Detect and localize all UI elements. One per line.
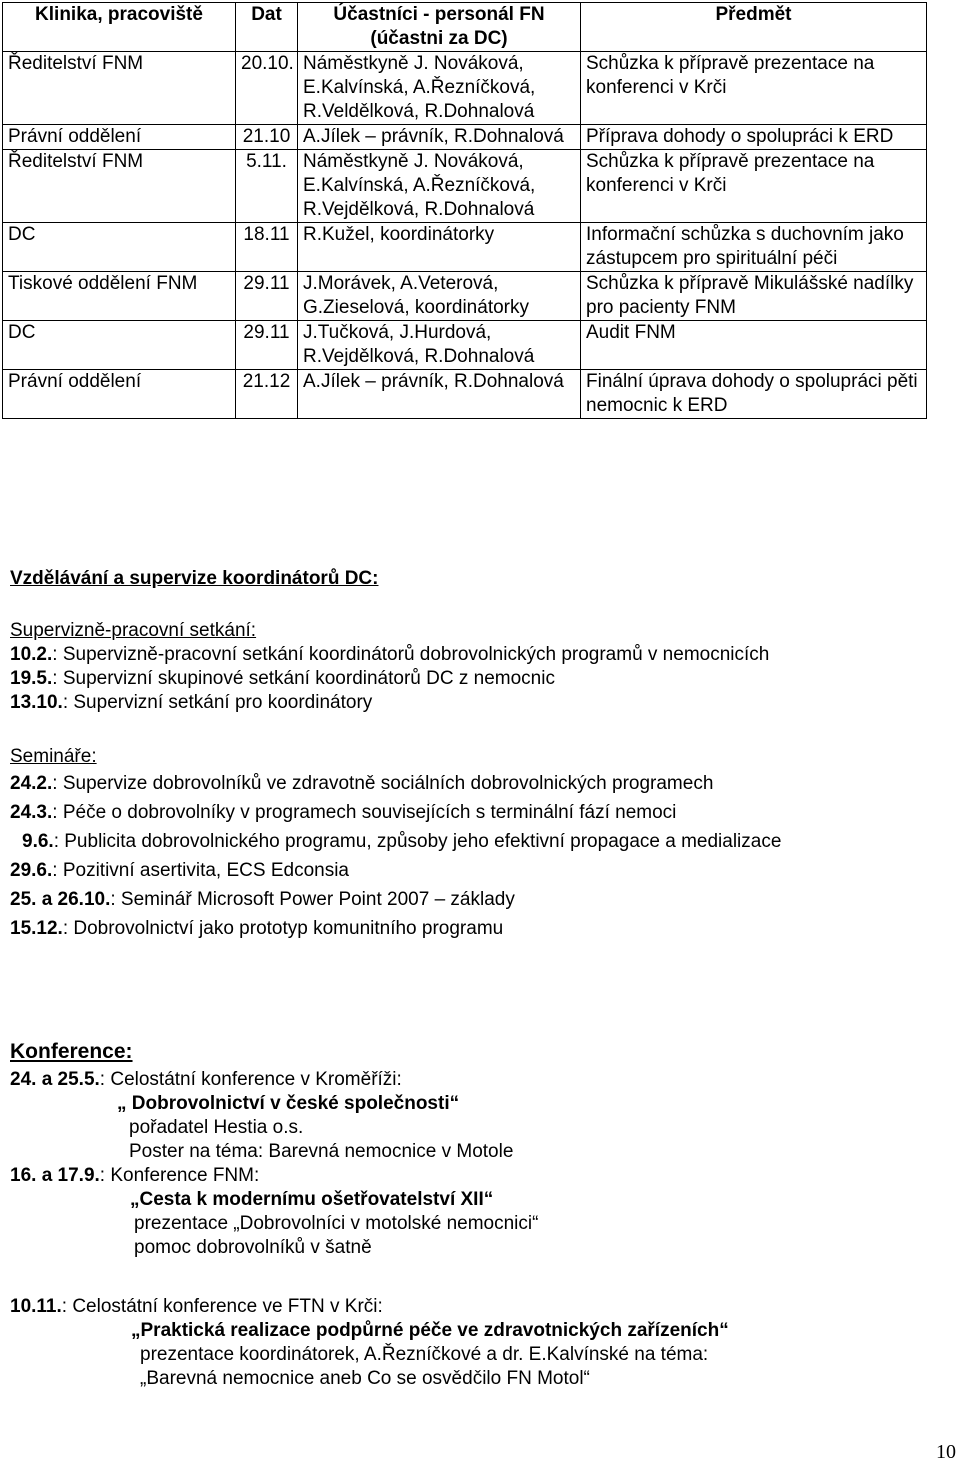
conference-1-poster: Poster na téma: Barevná nemocnice v Motole xyxy=(129,1141,514,1162)
item-date: 10.2. xyxy=(10,644,53,665)
meetings-table xyxy=(2,2,927,419)
list-item xyxy=(10,914,910,943)
table-row xyxy=(3,150,927,223)
header-dat: Dat xyxy=(236,3,298,52)
cell-ucastnici: J.Morávek, A.Veterová, G.Zieselová, koordinátorky xyxy=(298,272,581,321)
cell-klinika: DC xyxy=(3,321,236,370)
cell-predmet: Finální úprava dohody o spolupráci pěti nemocnic k ERD xyxy=(581,370,927,419)
conference-1-title: : Celostátní konference v Kroměříži: xyxy=(99,1069,402,1090)
cell-ucastnici: Náměstkyně J. Nováková, E.Kalvínská, A.Řezníčková, R.Veldělková, R.Dohnalová xyxy=(298,52,581,125)
table-row xyxy=(3,370,927,419)
item-text: : Supervizní skupinové setkání koordinátorů DC z nemocnic xyxy=(52,668,555,689)
conference-1-name: „ Dobrovolnictví v české společnosti“ xyxy=(117,1093,460,1114)
table-row xyxy=(3,52,927,125)
cell-ucastnici: Náměstkyně J. Nováková, E.Kalvínská, A.Řezníčková, R.Vejdělková, R.Dohnalová xyxy=(298,150,581,223)
conference-2-title: : Konference FNM: xyxy=(99,1165,260,1186)
list-item xyxy=(10,827,910,856)
conference-2-presentation: prezentace „Dobrovolníci v motolské nemocnici“ xyxy=(134,1213,539,1234)
conference-1-organizer: pořadatel Hestia o.s. xyxy=(129,1117,304,1138)
conference-1-heading xyxy=(10,1068,910,1092)
cell-dat: 18.11 xyxy=(236,223,298,272)
list-item xyxy=(10,667,910,691)
cell-dat: 20.10. xyxy=(236,52,298,125)
conference-3-heading xyxy=(10,1295,910,1319)
conferences-title: Konference: xyxy=(10,1040,133,1063)
list-item xyxy=(10,691,910,715)
conference-2-name: „Cesta k modernímu ošetřovatelství XII“ xyxy=(130,1189,494,1210)
item-date: 29.6. xyxy=(10,860,53,881)
conference-2-heading xyxy=(10,1164,910,1188)
seminars-title: Semináře: xyxy=(10,746,97,767)
table-row xyxy=(3,223,927,272)
header-predmet: Předmět xyxy=(581,3,927,52)
table-row xyxy=(3,272,927,321)
item-date: 13.10. xyxy=(10,692,63,713)
conference-1-date: 24. a 25.5. xyxy=(10,1069,100,1090)
conference-2-help: pomoc dobrovolníků v šatně xyxy=(134,1237,372,1258)
item-date: 25. a 26.10. xyxy=(10,889,111,910)
cell-dat: 21.10 xyxy=(236,125,298,150)
cell-ucastnici: R.Kužel, koordinátorky xyxy=(298,223,581,272)
cell-klinika: Ředitelství FNM xyxy=(3,150,236,223)
table-row xyxy=(3,321,927,370)
cell-dat: 21.12 xyxy=(236,370,298,419)
conference-3-name: „Praktická realizace podpůrné péče ve zdravotnických zařízeních“ xyxy=(131,1320,729,1341)
cell-predmet: Audit FNM xyxy=(581,321,927,370)
item-date: 15.12. xyxy=(10,918,63,939)
item-date: 19.5. xyxy=(10,668,53,689)
list-item xyxy=(10,643,910,667)
cell-dat: 29.11 xyxy=(236,321,298,370)
item-text: : Seminář Microsoft Power Point 2007 – základy xyxy=(110,889,515,910)
list-item xyxy=(10,769,910,798)
supervision-title: Supervizně-pracovní setkání: xyxy=(10,620,257,641)
cell-klinika: DC xyxy=(3,223,236,272)
cell-ucastnici: J.Tučková, J.Hurdová, R.Vejdělková, R.Dohnalová xyxy=(298,321,581,370)
education-section xyxy=(10,567,910,943)
list-item xyxy=(10,856,910,885)
item-text: : Pozitivní asertivita, ECS Edconsia xyxy=(52,860,350,881)
cell-klinika: Tiskové oddělení FNM xyxy=(3,272,236,321)
cell-predmet: Informační schůzka s duchovním jako zástupcem pro spirituální péči xyxy=(581,223,927,272)
cell-dat: 5.11. xyxy=(236,150,298,223)
item-text: : Supervize dobrovolníků ve zdravotně sociálních dobrovolnických programech xyxy=(52,773,714,794)
conferences-section xyxy=(10,1040,910,1391)
cell-predmet: Příprava dohody o spolupráci k ERD xyxy=(581,125,927,150)
list-item xyxy=(10,798,910,827)
cell-ucastnici: A.Jílek – právník, R.Dohnalová xyxy=(298,370,581,419)
item-text: : Publicita dobrovolnického programu, způsoby jeho efektivní propagace a medializace xyxy=(53,831,782,852)
cell-dat: 29.11 xyxy=(236,272,298,321)
cell-klinika: Právní oddělení xyxy=(3,370,236,419)
conference-3-topic: „Barevná nemocnice aneb Co se osvědčilo FN Motol“ xyxy=(140,1368,590,1389)
page-number: 10 xyxy=(936,1441,956,1463)
conference-2-date: 16. a 17.9. xyxy=(10,1165,100,1186)
education-title: Vzdělávání a supervize koordinátorů DC: xyxy=(10,568,379,589)
conference-3-date: 10.11. xyxy=(10,1296,62,1317)
item-text: : Supervizně-pracovní setkání koordinátorů dobrovolnických programů v nemocnicích xyxy=(52,644,770,665)
table-row xyxy=(3,125,927,150)
cell-predmet: Schůzka k přípravě Mikulášské nadílky pro pacienty FNM xyxy=(581,272,927,321)
item-date: 9.6. xyxy=(22,831,54,852)
conference-3-presentation: prezentace koordinátorek, A.Řezníčkové a dr. E.Kalvínské na téma: xyxy=(140,1344,709,1365)
conference-3-title: : Celostátní konference ve FTN v Krči: xyxy=(61,1296,383,1317)
header-klinika: Klinika, pracoviště xyxy=(3,3,236,52)
cell-predmet: Schůzka k přípravě prezentace na konferenci v Krči xyxy=(581,52,927,125)
item-text: : Péče o dobrovolníky v programech souvisejících s terminální fází nemoci xyxy=(52,802,677,823)
item-text: : Supervizní setkání pro koordinátory xyxy=(62,692,373,713)
list-item xyxy=(10,885,910,914)
table-header-row xyxy=(3,3,927,52)
cell-klinika: Ředitelství FNM xyxy=(3,52,236,125)
cell-klinika: Právní oddělení xyxy=(3,125,236,150)
cell-predmet: Schůzka k přípravě prezentace na konferenci v Krči xyxy=(581,150,927,223)
item-text: : Dobrovolnictví jako prototyp komunitního programu xyxy=(62,918,504,939)
header-ucastnici: Účastníci - personál FN (účastni za DC) xyxy=(298,3,581,52)
cell-ucastnici: A.Jílek – právník, R.Dohnalová xyxy=(298,125,581,150)
item-date: 24.2. xyxy=(10,773,53,794)
item-date: 24.3. xyxy=(10,802,53,823)
